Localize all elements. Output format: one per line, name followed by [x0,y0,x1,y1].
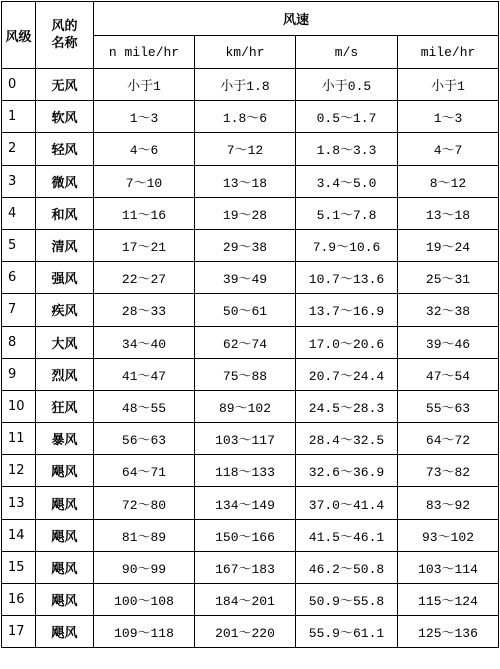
cell-speed-nmi: 小于1 [94,69,195,101]
table-row [2,487,499,519]
cell-speed-mph: 83～92 [398,487,499,519]
cell-name: 飓风 [36,584,94,616]
cell-name: 飓风 [36,455,94,487]
cell-speed-kmh: 50～61 [195,294,296,326]
header-unit-mph: mile/hr [398,36,499,69]
cell-speed-ms: 0.5～1.7 [296,101,398,133]
cell-speed-kmh: 1.8～6 [195,101,296,133]
cell-speed-ms: 37.0～41.4 [296,487,398,519]
cell-speed-mph: 1～3 [398,101,499,133]
cell-speed-nmi: 48～55 [94,390,195,422]
cell-speed-ms: 20.7～24.4 [296,358,398,390]
cell-speed-kmh: 167～183 [195,551,296,583]
cell-speed-mph: 73～82 [398,455,499,487]
cell-name: 飓风 [36,551,94,583]
cell-speed-nmi: 41～47 [94,358,195,390]
cell-speed-kmh: 小于1.8 [195,69,296,101]
cell-level: 0 [2,69,36,101]
cell-speed-mph: 125～136 [398,616,499,648]
table-row [2,197,499,229]
cell-level: 11 [2,423,36,455]
table-row [2,326,499,358]
cell-speed-mph: 103～114 [398,551,499,583]
cell-speed-nmi: 109～118 [94,616,195,648]
cell-speed-ms: 46.2～50.8 [296,551,398,583]
cell-speed-ms: 小于0.5 [296,69,398,101]
cell-speed-ms: 41.5～46.1 [296,519,398,551]
cell-name: 清风 [36,229,94,261]
cell-speed-ms: 17.0～20.6 [296,326,398,358]
cell-speed-mph: 4～7 [398,133,499,165]
cell-speed-ms: 1.8～3.3 [296,133,398,165]
table-row [2,390,499,422]
header-unit-ms: m/s [296,36,398,69]
cell-speed-kmh: 75～88 [195,358,296,390]
cell-level: 17 [2,616,36,648]
cell-speed-nmi: 81～89 [94,519,195,551]
cell-speed-nmi: 17～21 [94,229,195,261]
header-row-top [2,2,499,36]
cell-speed-ms: 7.9～10.6 [296,229,398,261]
cell-level: 3 [2,165,36,197]
cell-speed-kmh: 62～74 [195,326,296,358]
cell-speed-ms: 55.9～61.1 [296,616,398,648]
cell-name: 飓风 [36,616,94,648]
cell-speed-kmh: 184～201 [195,584,296,616]
cell-speed-ms: 3.4～5.0 [296,165,398,197]
cell-speed-mph: 25～31 [398,262,499,294]
table-row [2,133,499,165]
cell-speed-kmh: 29～38 [195,229,296,261]
cell-speed-nmi: 4～6 [94,133,195,165]
cell-speed-mph: 小于1 [398,69,499,101]
table-row [2,165,499,197]
cell-level: 12 [2,455,36,487]
cell-speed-mph: 47～54 [398,358,499,390]
table-row [2,616,499,648]
cell-level: 16 [2,584,36,616]
table-row [2,294,499,326]
header-name [36,2,94,69]
cell-speed-mph: 8～12 [398,165,499,197]
cell-name: 飓风 [36,487,94,519]
header-name-line1: 风的 [51,19,78,34]
cell-level: 7 [2,294,36,326]
cell-name: 强风 [36,262,94,294]
table-row [2,262,499,294]
cell-name: 无风 [36,69,94,101]
cell-level: 5 [2,229,36,261]
cell-speed-mph: 32～38 [398,294,499,326]
cell-speed-ms: 13.7～16.9 [296,294,398,326]
cell-speed-kmh: 103～117 [195,423,296,455]
cell-level: 14 [2,519,36,551]
cell-speed-ms: 50.9～55.8 [296,584,398,616]
table-row [2,584,499,616]
cell-name: 狂风 [36,390,94,422]
cell-speed-mph: 55～63 [398,390,499,422]
cell-speed-ms: 24.5～28.3 [296,390,398,422]
table-row [2,519,499,551]
cell-name: 微风 [36,165,94,197]
cell-name: 轻风 [36,133,94,165]
cell-name: 疾风 [36,294,94,326]
cell-speed-kmh: 118～133 [195,455,296,487]
cell-speed-ms: 10.7～13.6 [296,262,398,294]
header-level: 风级 [2,2,36,69]
cell-speed-kmh: 150～166 [195,519,296,551]
cell-speed-nmi: 28～33 [94,294,195,326]
cell-name: 飓风 [36,519,94,551]
cell-level: 8 [2,326,36,358]
cell-level: 4 [2,197,36,229]
cell-speed-kmh: 201～220 [195,616,296,648]
cell-speed-mph: 19～24 [398,229,499,261]
cell-speed-nmi: 11～16 [94,197,195,229]
table-row [2,455,499,487]
table-row [2,358,499,390]
cell-speed-kmh: 39～49 [195,262,296,294]
cell-name: 软风 [36,101,94,133]
cell-speed-mph: 64～72 [398,423,499,455]
cell-speed-nmi: 72～80 [94,487,195,519]
cell-name: 大风 [36,326,94,358]
header-name-line2: 名称 [51,36,78,51]
wind-scale-table-container [1,1,499,648]
cell-level: 13 [2,487,36,519]
cell-speed-nmi: 64～71 [94,455,195,487]
cell-speed-nmi: 22～27 [94,262,195,294]
cell-speed-nmi: 56～63 [94,423,195,455]
cell-name: 和风 [36,197,94,229]
cell-speed-mph: 93～102 [398,519,499,551]
table-row [2,551,499,583]
cell-speed-nmi: 7～10 [94,165,195,197]
table-row [2,101,499,133]
cell-name: 暴风 [36,423,94,455]
cell-speed-mph: 115～124 [398,584,499,616]
table-row [2,69,499,101]
cell-speed-nmi: 100～108 [94,584,195,616]
cell-speed-kmh: 7～12 [195,133,296,165]
cell-level: 9 [2,358,36,390]
cell-speed-ms: 28.4～32.5 [296,423,398,455]
cell-speed-ms: 5.1～7.8 [296,197,398,229]
cell-speed-kmh: 134～149 [195,487,296,519]
cell-level: 15 [2,551,36,583]
header-unit-nmi: n mile/hr [94,36,195,69]
cell-speed-nmi: 90～99 [94,551,195,583]
header-unit-kmh: km/hr [195,36,296,69]
cell-speed-ms: 32.6～36.9 [296,455,398,487]
cell-level: 6 [2,262,36,294]
cell-speed-nmi: 1～3 [94,101,195,133]
cell-speed-mph: 39～46 [398,326,499,358]
table-row [2,423,499,455]
cell-speed-nmi: 34～40 [94,326,195,358]
cell-level: 10 [2,390,36,422]
cell-speed-kmh: 89～102 [195,390,296,422]
wind-scale-table [1,1,499,648]
cell-speed-kmh: 13～18 [195,165,296,197]
cell-speed-mph: 13～18 [398,197,499,229]
cell-speed-kmh: 19～28 [195,197,296,229]
table-row [2,229,499,261]
table-body [2,69,499,648]
cell-name: 烈风 [36,358,94,390]
cell-level: 2 [2,133,36,165]
cell-level: 1 [2,101,36,133]
header-speed: 风速 [94,2,499,36]
